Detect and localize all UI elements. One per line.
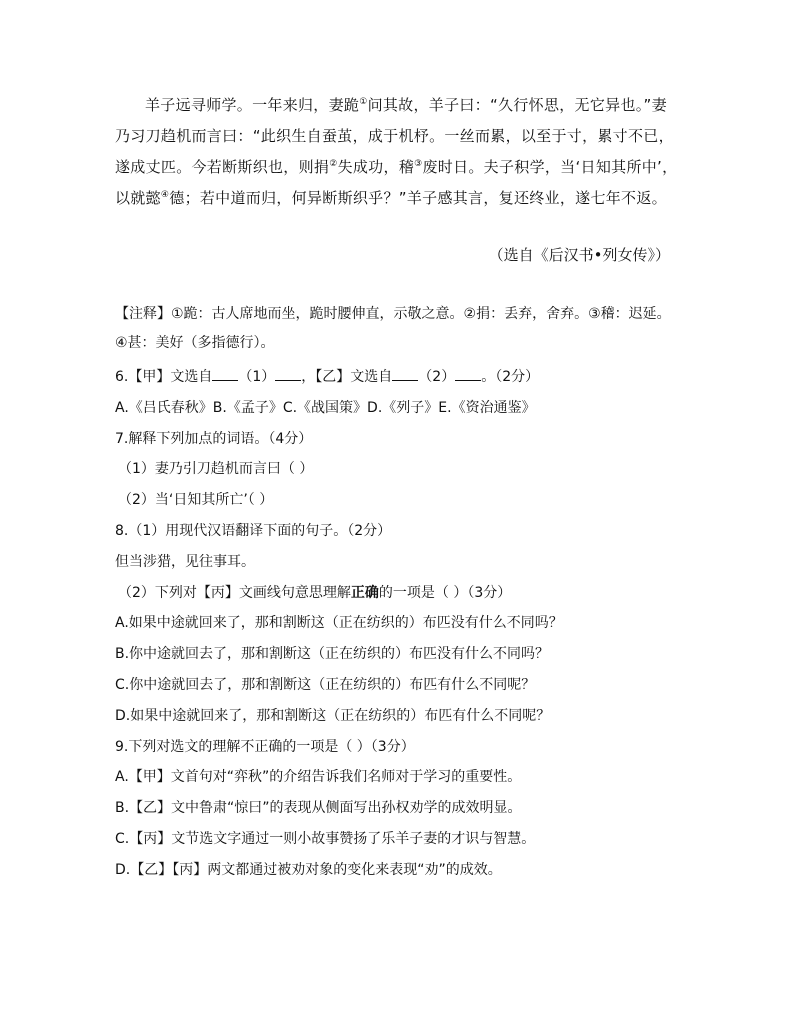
question-7-title: 7.解释下列加点的词语。（4分） xyxy=(115,430,313,447)
passage-text: 德；若中道而归，何异断斯织乎？”羊子感其言，复还终业，遂七年不返。 xyxy=(169,189,667,207)
passage-text: 失成功，稽 xyxy=(337,158,415,176)
question-8-option-c: C.你中途就回去了，那和割断这（正在纺织的）布匹有什么不同呢？ xyxy=(115,676,536,693)
question-9-option-a: A.【甲】文首句对“弈秋”的介绍告诉我们名师对于学习的重要性。 xyxy=(115,769,522,786)
passage-block xyxy=(115,90,680,214)
footnote-marker: ③ xyxy=(414,159,423,169)
question-9-option-d: D.【乙】【丙】两文都通过被劝对象的变化来表现“劝”的成效。 xyxy=(115,861,502,878)
question-8-sentence: 但当涉猎，见往事耳。 xyxy=(115,553,255,570)
answer-blank[interactable] xyxy=(455,366,481,381)
questions-block xyxy=(115,362,685,886)
annotation-notes xyxy=(115,300,680,358)
question-8-option-a: A.如果中途就回来了，那和割断这（正在纺织的）布匹没有什么不同吗？ xyxy=(115,615,563,632)
answer-blank[interactable] xyxy=(275,366,301,381)
question-7-item-1: （1）妻乃引刀趋机而言曰（ ） xyxy=(118,461,314,478)
question-7-item-2: （2）当‘日知其所亡’（ ） xyxy=(118,492,274,509)
passage-text: 羊子远寻师学。一年来归，妻跪 xyxy=(145,96,360,114)
passage-source: （选自《后汉书•列女传》） xyxy=(488,246,670,264)
answer-blank[interactable] xyxy=(392,366,418,381)
question-8-sub2: （2）下列对【丙】文画线句意思理解正确的一项是（ ）（3分） xyxy=(118,584,512,601)
question-8-option-b: B.你中途就回去了，那和割断这（正在纺织的）布匹没有什么不同吗？ xyxy=(115,646,550,663)
answer-blank[interactable] xyxy=(212,366,238,381)
question-6-options: A.《吕氏春秋》B.《孟子》C.《战国策》D.《列子》E.《资治通鉴》 xyxy=(115,399,536,416)
passage-text: 废时日。夫子积学，当‘日知其所中’，以就懿 xyxy=(115,158,678,207)
question-9-option-b: B.【乙】文中鲁肃“惊曰”的表现从侧面写出孙权劝学的成效明显。 xyxy=(115,800,522,817)
footnote-marker: ① xyxy=(359,97,368,107)
question-6: 6.【甲】文选自 （1） ，【乙】文选自 （2） 。（2分） xyxy=(115,362,685,393)
question-9-option-c: C.【丙】文节选文字通过一则小故事赞扬了乐羊子妻的才识与智慧。 xyxy=(115,830,536,847)
passage-text: 问其故，羊子曰：“久行怀思，无它异也。”妻乃习刀趋机而言曰：“此织生自蚕茧，成于机杼。一丝而累，以至于寸，累寸不已，遂成丈匹。今若断斯织也，则捐 xyxy=(115,96,674,176)
question-9-title: 9.下列对选文的理解不正确的一项是（ ）（3分） xyxy=(115,738,415,755)
question-8-option-d: D.如果中途就回来了，那和割断这（正在纺织的）布匹有什么不同呢？ xyxy=(115,707,551,724)
passage-paragraph xyxy=(115,90,680,214)
footnote-marker: ② xyxy=(329,159,338,169)
notes-text: 【注释】①跪：古人席地而坐，跪时腰伸直，示敬之意。②捐：丢弃，舍弃。③稽：迟延。④甚：美好（多指德行）。 xyxy=(115,306,671,351)
question-8-title: 8.（1）用现代汉语翻译下面的句子。（2分） xyxy=(115,522,392,539)
footnote-marker: ④ xyxy=(160,190,170,200)
